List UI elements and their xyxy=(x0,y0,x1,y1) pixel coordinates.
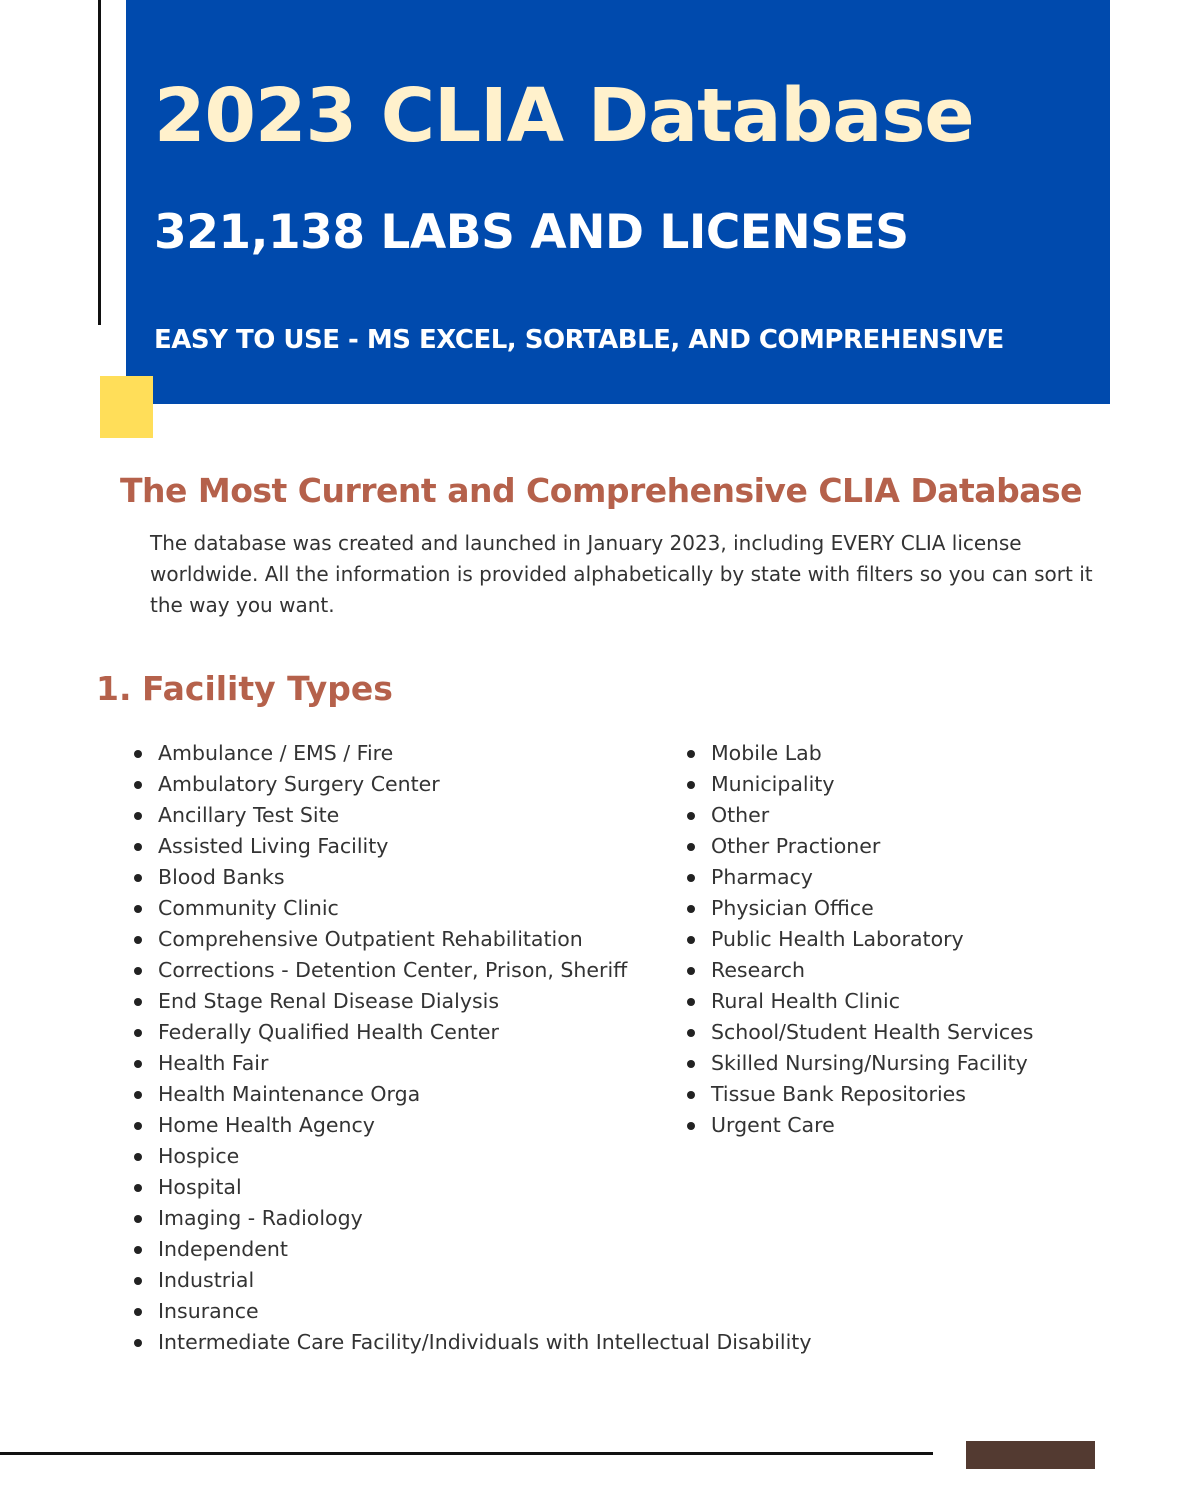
list-item: Hospital xyxy=(134,1172,811,1203)
list-item: Rural Health Clinic xyxy=(687,986,1033,1017)
list-item: Ambulatory Surgery Center xyxy=(134,769,811,800)
list-item: Intermediate Care Facility/Individuals with Intellectual Disability xyxy=(134,1327,811,1358)
list-item: Other xyxy=(687,800,1033,831)
page-subtitle: 321,138 LABS AND LICENSES xyxy=(154,205,909,260)
hero-tagline: EASY TO USE - MS EXCEL, SORTABLE, AND COMPREHENSIVE xyxy=(154,325,1004,355)
list-item: Physician Office xyxy=(687,893,1033,924)
list-item: End Stage Renal Disease Dialysis xyxy=(134,986,811,1017)
list-item: Urgent Care xyxy=(687,1110,1033,1141)
list-item: Health Maintenance Orga xyxy=(134,1079,811,1110)
list-item: Pharmacy xyxy=(687,862,1033,893)
list-item: Assisted Living Facility xyxy=(134,831,811,862)
decorative-yellow-square xyxy=(100,376,153,438)
list-item: Independent xyxy=(134,1234,811,1265)
section-number: 1. xyxy=(96,669,132,708)
list-item: Mobile Lab xyxy=(687,738,1033,769)
list-item: Insurance xyxy=(134,1296,811,1327)
list-item: Ancillary Test Site xyxy=(134,800,811,831)
intro-paragraph: The database was created and launched in January 2023, including EVERY CLIA license worldwide. All the information is provided alphabetically by state with filters so you can sort it the way you want. xyxy=(150,531,1093,617)
facility-types-heading xyxy=(96,668,393,711)
list-item: Comprehensive Outpatient Rehabilitation xyxy=(134,924,811,955)
list-item: Industrial xyxy=(134,1265,811,1296)
decorative-vertical-line xyxy=(98,0,101,325)
list-item: Health Fair xyxy=(134,1048,811,1079)
list-item: Municipality xyxy=(687,769,1033,800)
list-item: Ambulance / EMS / Fire xyxy=(134,738,811,769)
list-item: Other Practioner xyxy=(687,831,1033,862)
list-item: Public Health Laboratory xyxy=(687,924,1033,955)
list-item: Imaging - Radiology xyxy=(134,1203,811,1234)
list-item: Home Health Agency xyxy=(134,1110,811,1141)
list-item: Community Clinic xyxy=(134,893,811,924)
list-item: Federally Qualified Health Center xyxy=(134,1017,811,1048)
list-item: Tissue Bank Repositories xyxy=(687,1079,1033,1110)
list-item: Corrections - Detention Center, Prison, Sheriff xyxy=(134,955,811,986)
list-item: Skilled Nursing/Nursing Facility xyxy=(687,1048,1033,1079)
hero-banner xyxy=(126,0,1110,404)
footer-accent-block xyxy=(966,1441,1095,1469)
facility-list-right xyxy=(687,738,1033,1141)
list-item: Blood Banks xyxy=(134,862,811,893)
footer-divider xyxy=(0,1452,933,1455)
list-item: Hospice xyxy=(134,1141,811,1172)
list-item: Research xyxy=(687,955,1033,986)
list-item: School/Student Health Services xyxy=(687,1017,1033,1048)
facility-types-title: Facility Types xyxy=(142,669,393,708)
page-title: 2023 CLIA Database xyxy=(154,73,974,159)
intro-heading: The Most Current and Comprehensive CLIA Database xyxy=(120,471,1082,510)
